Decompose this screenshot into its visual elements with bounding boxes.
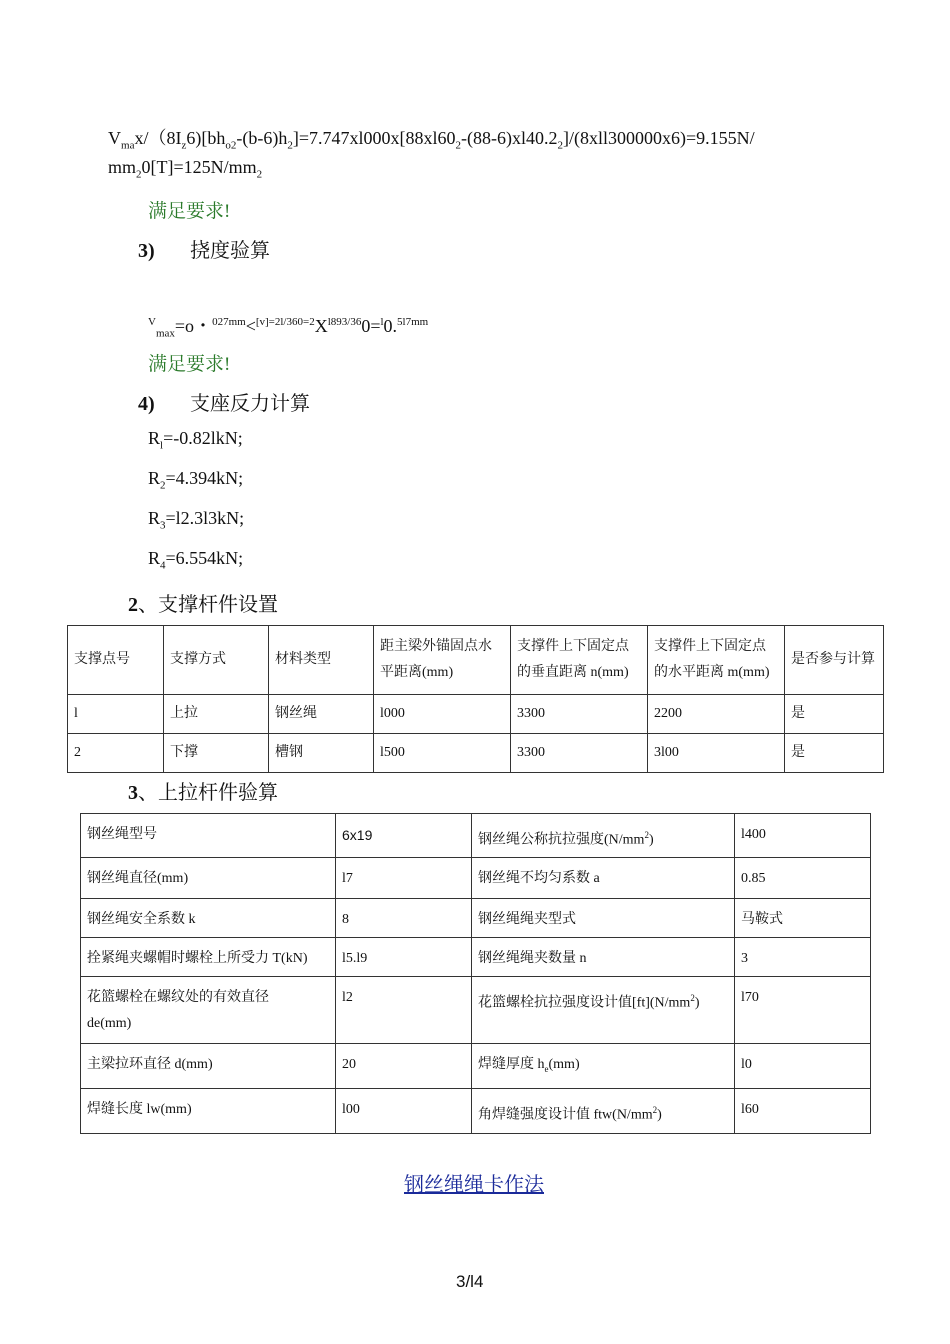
table-cell: l7 xyxy=(336,858,472,899)
table-header-cell: 支撑方式 xyxy=(164,626,269,695)
table-cell: l500 xyxy=(374,734,511,773)
table-cell: 钢丝绳型号 xyxy=(81,814,336,858)
table-header-cell: 支撑点号 xyxy=(68,626,164,695)
table-header-cell: 支撑件上下固定点的垂直距离 n(mm) xyxy=(511,626,648,695)
table-cell: 上拉 xyxy=(164,695,269,734)
table-cell: 钢丝绳直径(mm) xyxy=(81,858,336,899)
reaction-r1: $R_l=-0.82lkN$; xyxy=(148,428,243,452)
table-cell: 0.85 xyxy=(735,858,871,899)
table-cell: 是 xyxy=(785,734,884,773)
table-row xyxy=(81,977,871,1044)
table-row xyxy=(68,734,884,773)
formula-stress-line1: $V_{ma}x/(8I_z6)[bh_{o2}-(b-6)h_2]=7.747xl000x[88xl60_2-(88-6)xl40.2_2]/(8xll300000x6)=9.155N/$ xyxy=(108,128,755,152)
table-row xyxy=(81,938,871,977)
table-header-row xyxy=(68,626,884,695)
table-cell: 2 xyxy=(68,734,164,773)
table-cell: 钢丝绳不均匀系数 a xyxy=(472,858,735,899)
table-cell: 3300 xyxy=(511,695,648,734)
table-cell: 钢丝绳绳夹数量 n xyxy=(472,938,735,977)
reaction-r4: $R_4=6.554kN$; xyxy=(148,548,244,572)
table-cell: 3300 xyxy=(511,734,648,773)
table-cell: l400 xyxy=(735,814,871,858)
table-row xyxy=(81,1044,871,1089)
table-cell: 钢丝绳安全系数 k xyxy=(81,899,336,938)
table-cell: 8 xyxy=(336,899,472,938)
table-cell: 拴紧绳夹螺帽时螺栓上所受力 T(kN) xyxy=(81,938,336,977)
table-cell: 钢丝绳公称抗拉强度$(N/mm^2)$ xyxy=(472,814,735,858)
support-table xyxy=(67,625,884,773)
table-cell: l00 xyxy=(336,1089,472,1134)
table-header-cell: 距主梁外锚固点水平距离(mm) xyxy=(374,626,511,695)
table-row xyxy=(68,695,884,734)
table-row xyxy=(81,858,871,899)
table-cell: 2200 xyxy=(648,695,785,734)
section-support-settings: 2、支撑杆件设置 xyxy=(128,594,278,616)
table-header-cell: 是否参与计算 xyxy=(785,626,884,695)
table-cell: l0 xyxy=(735,1044,871,1089)
formula-deflection: $^V_{max}$=o・$^{027mm}<^{[v]=2l/360=2}X^{l893/36}0=^l0.^{5l7mm}$ xyxy=(148,316,429,340)
table-cell: 马鞍式 xyxy=(735,899,871,938)
table-cell: 角焊缝强度设计值 $ftw(N/mm^2)$ xyxy=(472,1089,735,1134)
page-number: 3/l4 xyxy=(456,1272,484,1291)
table-cell: 花篮螺栓在螺纹处的有效直径 de(mm) xyxy=(81,977,336,1044)
table-cell: 花篮螺栓抗拉强度设计值$[ft](N/mm^2)$ xyxy=(472,977,735,1044)
table-cell: 6x19 xyxy=(336,814,472,858)
table-cell: 主梁拉环直径 d(mm) xyxy=(81,1044,336,1089)
section-upper-rod-check: 3、上拉杆件验算 xyxy=(128,782,278,804)
heading-reactions: 4) 支座反力计算 xyxy=(138,393,310,415)
formula-stress-line2: $mm_20[T]=125N/mm_2$ xyxy=(108,157,263,181)
table-cell: l2 xyxy=(336,977,472,1044)
wire-rope-table xyxy=(80,813,871,1134)
table-row xyxy=(81,1089,871,1134)
table-cell: l5.l9 xyxy=(336,938,472,977)
table-cell: l xyxy=(68,695,164,734)
table-header-cell: 材料类型 xyxy=(269,626,374,695)
reaction-r2: $R_2=4.394kN$; xyxy=(148,468,244,492)
check-ok-2: 满足要求! xyxy=(148,354,231,375)
table-cell: 钢丝绳绳夹型式 xyxy=(472,899,735,938)
table-cell: l70 xyxy=(735,977,871,1044)
table-cell: 3l00 xyxy=(648,734,785,773)
table-cell: l60 xyxy=(735,1089,871,1134)
table-cell: 下撑 xyxy=(164,734,269,773)
table-row xyxy=(81,814,871,858)
table-cell: l000 xyxy=(374,695,511,734)
table-cell: 20 xyxy=(336,1044,472,1089)
reaction-r3: $R_3=l2.3l3kN$; xyxy=(148,508,245,532)
table-cell: 钢丝绳 xyxy=(269,695,374,734)
table-cell: 槽钢 xyxy=(269,734,374,773)
table-cell: 是 xyxy=(785,695,884,734)
wire-rope-clip-method-link[interactable]: 钢丝绳绳卡作法 xyxy=(404,1174,544,1196)
check-ok-1: 满足要求! xyxy=(148,201,231,222)
table-header-cell: 支撑件上下固定点的水平距离 m(mm) xyxy=(648,626,785,695)
table-cell: 焊缝长度 lw(mm) xyxy=(81,1089,336,1134)
table-row xyxy=(81,899,871,938)
heading-deflection: 3) 挠度验算 xyxy=(138,240,270,262)
table-cell: 3 xyxy=(735,938,871,977)
table-cell: 焊缝厚度 $h_e(mm)$ xyxy=(472,1044,735,1089)
